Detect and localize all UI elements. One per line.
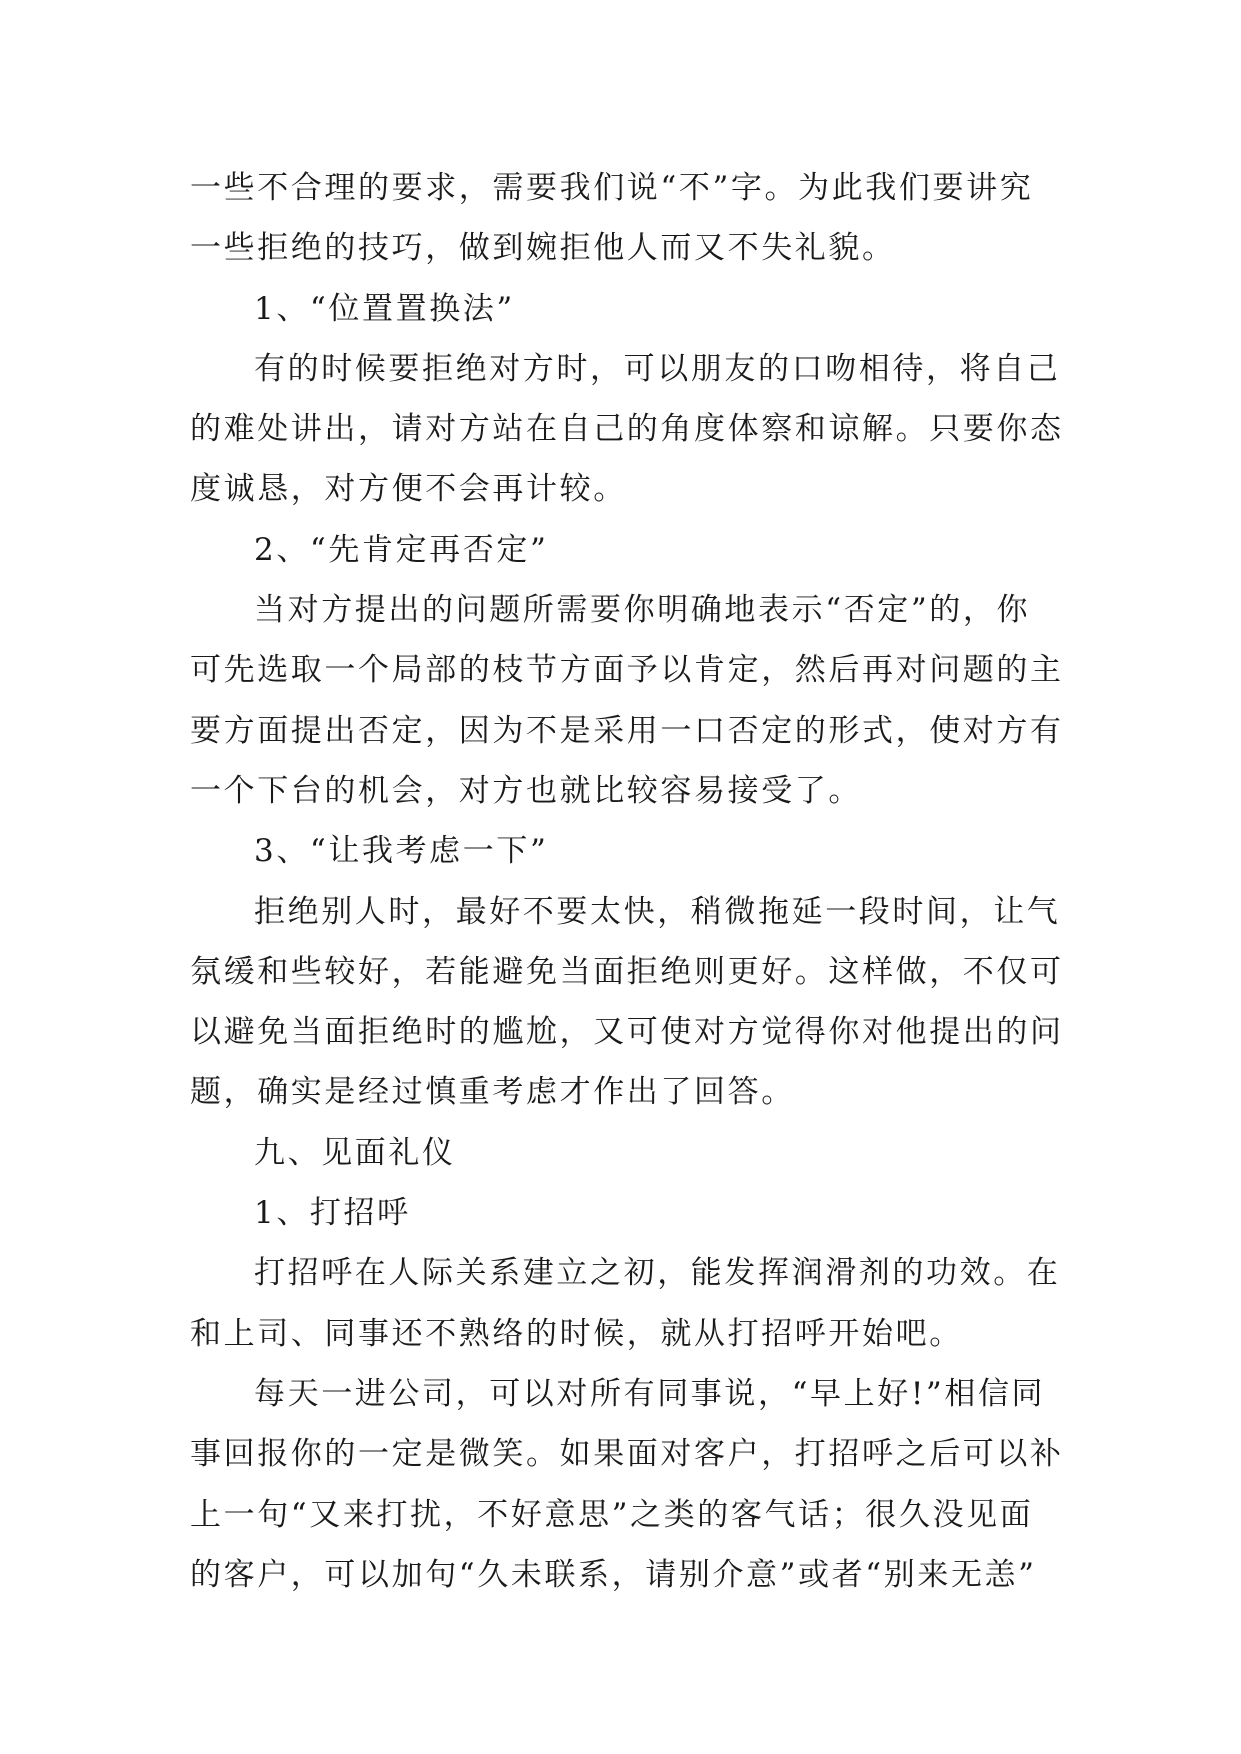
text-line: 度诚恳，对方便不会再计较。 (190, 471, 627, 508)
text-line: 一些拒绝的技巧，做到婉拒他人而又不失礼貌。 (190, 230, 896, 267)
text-line: 的难处讲出，请对方站在自己的角度体察和谅解。只要你态 (190, 411, 1064, 448)
text-line: 可先选取一个局部的枝节方面予以肯定，然后再对问题的主 (190, 652, 1064, 689)
text-line: 要方面提出否定，因为不是采用一口否定的形式，使对方有 (190, 712, 1064, 749)
text-line: 一个下台的机会，对方也就比较容易接受了。 (190, 772, 862, 809)
text-line: 氛缓和些较好，若能避免当面拒绝则更好。这样做，不仅可 (190, 953, 1064, 990)
text-line: 上一句“又来打扰，不好意思”之类的客气话；很久没见面 (190, 1496, 1034, 1533)
text-line: 的客户，可以加句“久未联系，请别介意”或者“别来无恙” (190, 1556, 1037, 1593)
text-line: 拒绝别人时，最好不要太快，稍微拖延一段时间，让气 (254, 893, 1061, 930)
text-line: 九、见面礼仪 (254, 1134, 456, 1171)
text-line: 题，确实是经过慎重考虑才作出了回答。 (190, 1074, 795, 1111)
text-line: 和上司、同事还不熟络的时候，就从打招呼开始吧。 (190, 1315, 963, 1352)
text-line: 一些不合理的要求，需要我们说“不”字。为此我们要讲究 (190, 170, 1034, 206)
text-line: 3、“让我考虑一下” (254, 833, 549, 870)
text-line: 当对方提出的问题所需要你明确地表示“否定”的，你 (254, 592, 1031, 629)
text-line: 打招呼在人际关系建立之初，能发挥润滑剂的功效。在 (254, 1255, 1061, 1292)
text-line: 1、打招呼 (254, 1195, 411, 1232)
document-body (190, 158, 1064, 1605)
text-line: 2、“先肯定再否定” (254, 531, 549, 568)
text-line: 1、“位置置换法” (254, 290, 515, 327)
text-line: 每天一进公司，可以对所有同事说，“早上好!”相信同 (254, 1375, 1046, 1412)
text-line: 以避免当面拒绝时的尴尬，又可使对方觉得你对他提出的问 (190, 1014, 1064, 1051)
text-line: 事回报你的一定是微笑。如果面对客户，打招呼之后可以补 (190, 1436, 1064, 1473)
text-line: 有的时候要拒绝对方时，可以朋友的口吻相待，将自己 (254, 350, 1061, 387)
